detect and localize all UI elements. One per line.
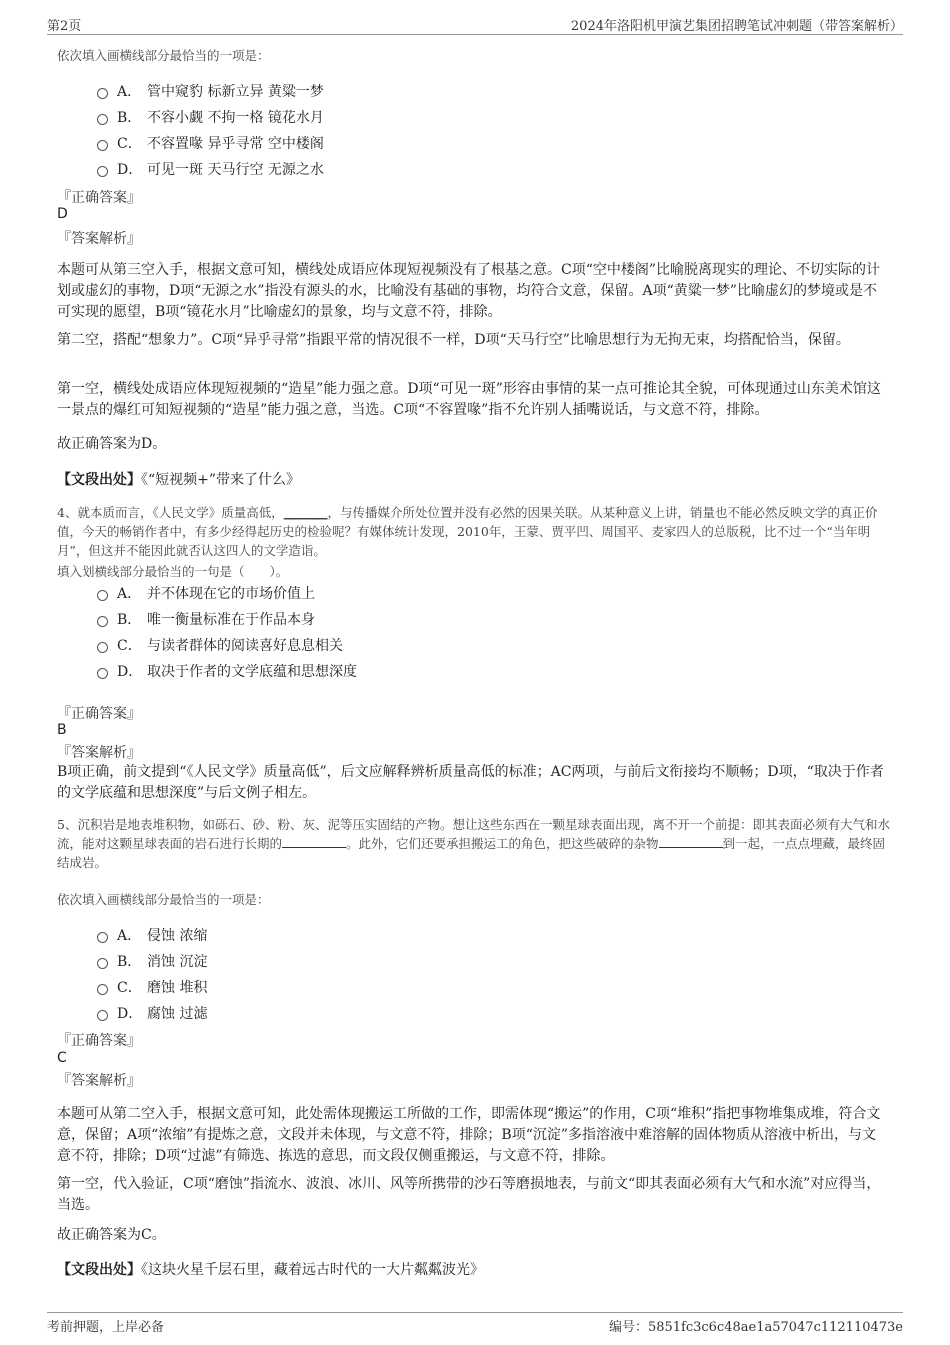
radio-icon[interactable] [97,616,108,627]
q4-answer: B [57,722,67,738]
q4-option-c[interactable]: C． 与读者群体的阅读喜好息息相关 [97,635,343,655]
q3-option-d[interactable]: D． 可见一斑 天马行空 无源之水 [97,159,324,179]
source-label: 【文段出处】 [57,1262,141,1278]
q3-answer-label: 『正确答案』 [57,190,141,206]
q5-option-d[interactable]: D． 腐蚀 过滤 [97,1003,207,1023]
q3-analysis-label: 『答案解析』 [57,231,141,247]
q3-answer: D [57,206,68,222]
q4-option-b[interactable]: B． 唯一衡量标准在于作品本身 [97,609,315,629]
q3-option-c[interactable]: C． 不容置喙 异乎寻常 空中楼阁 [97,133,324,153]
q5-source [57,1259,484,1279]
footer-slogan: 考前押题，上岸必备 [47,1320,165,1335]
document-title: 2024年洛阳机甲演艺集团招聘笔试冲刺题（带答案解析） [570,19,903,34]
q5-analysis-paragraph: 本题可从第二空入手，根据文意可知，此处需体现搬运工所做的工作，即需体现“搬运”的作用，C项“堆积”指把事物堆集成堆，符合文意，保留；A项“浓缩”有提炼之意，文段并未体现，与文意不符，排除；B项“沉淀”多指溶液中难溶解的固体物质从溶液中析出，与文意不符，排除；D项“过滤”有筛选、拣选的意思，而文段仅侧重搬运，与文意不符，排除。 [57,1106,881,1164]
q3-analysis-paragraph: 第一空，横线处成语应体现短视频的“造星”能力强之意。D项“可见一斑”形容由事情的某一点可推论其全貌，可体现通过山东美术馆这一景点的爆红可知短视频的“造星”能力强之意，当选。C项“不容置喙”指不允许别人插嘴说话，与文意不符，排除。 [57,381,881,418]
document-id: 编号：5851fc3c6c48ae1a57047c112110473e [608,1320,903,1335]
q4-analysis-label: 『答案解析』 [57,745,141,761]
q4-option-a[interactable]: A． 并不体现在它的市场价值上 [97,583,315,603]
radio-icon[interactable] [97,590,108,601]
q5-option-b[interactable]: B． 消蚀 沉淀 [97,951,207,971]
q5-answer-label: 『正确答案』 [57,1033,141,1049]
q5-option-c[interactable]: C． 磨蚀 堆积 [97,977,207,997]
page-number: 第2页 [47,19,82,34]
radio-icon[interactable] [97,1010,108,1021]
q5-blank-2 [659,835,723,848]
source-title: 《“短视频+”带来了什么》 [141,472,301,488]
page-footer [47,1312,903,1335]
radio-icon[interactable] [97,114,108,125]
q4-analysis-paragraph: B项正确，前文提到“《人民文学》质量高低”，后文应解释辨析质量高低的标准；AC两项，与前后文衔接均不顺畅；D项，“取决于作者的文学底蕴和思想深度”与后文例子相左。 [57,764,884,801]
q5-analysis-paragraph: 故正确答案为C。 [57,1227,166,1243]
source-label: 【文段出处】 [57,472,141,488]
q5-answer: C [57,1050,67,1066]
q4-answer-label: 『正确答案』 [57,706,141,722]
q5-prompt: 依次填入画横线部分最恰当的一项是： [57,892,270,907]
page-header [47,12,903,35]
source-title: 《这块火星千层石里，藏着远古时代的一大片粼粼波光》 [141,1262,484,1278]
q4-option-d[interactable]: D． 取决于作者的文学底蕴和思想深度 [97,661,357,681]
radio-icon[interactable] [97,668,108,679]
q3-source [57,469,300,489]
q5-option-a[interactable]: A． 侵蚀 浓缩 [97,925,207,945]
q3-analysis-paragraph: 第二空，搭配“想象力”。C项“异乎寻常”指跟平常的情况很不一样，D项“天马行空”比喻思想行为无拘无束，均搭配恰当，保留。 [57,332,850,348]
q3-option-a[interactable]: A． 管中窥豹 标新立异 黄粱一梦 [97,81,324,101]
q5-analysis-paragraph: 第一空，代入验证，C项“磨蚀”指流水、波浪、冰川、风等所携带的沙石等磨损地表，与前文“即其表面必须有大气和水流”对应得当，当选。 [57,1176,881,1213]
q3-prompt: 依次填入画横线部分最恰当的一项是： [57,48,270,63]
q4-stem: 4、就本质而言，《人民文学》质量高低，_______，与传播媒介所处位置并没有必然的因果关联。从某种意义上讲，销量也不能必然反映文学的真正价值，今天的畅销作者中，有多少经得起历史的检验呢？有媒体统计发现，2010年，王蒙、贾平凹、周国平、麦家四人的总版税，比不过一个“当年明月”，但这并不能因此就否认这四人的文学造诣。 [57,505,878,558]
q5-stem: 5、沉积岩是地表堆积物，如砾石、砂、粉、灰、泥等压实固结的产物。想让这些东西在一颗星球表面出现，离不开一个前提：即其表面必须有大气和水流，能对这颗星球表面的岩石进行长期的 。此外，它们还要承担搬运工的角色，把这些破碎的杂物 到一起，一点点埋藏，最终固结成岩。 [57,817,890,870]
q4-prompt: 填入划横线部分最恰当的一句是（ ）。 [57,564,289,579]
q3-analysis-paragraph: 本题可从第三空入手，根据文意可知，横线处成语应体现短视频没有了根基之意。C项“空中楼阁”比喻脱离现实的理论、不切实际的计划或虚幻的事物，D项“无源之水”指没有源头的水，比喻没有基础的事物，均符合文意，保留。A项“黄粱一梦”比喻虚幻的梦境或是不可实现的愿望，B项“镜花水月”比喻虚幻的景象，均与文意不符，排除。 [57,262,881,320]
radio-icon[interactable] [97,642,108,653]
q3-option-b[interactable]: B． 不容小觑 不拘一格 镜花水月 [97,107,324,127]
q5-analysis-label: 『答案解析』 [57,1073,141,1089]
radio-icon[interactable] [97,88,108,99]
q3-analysis-paragraph: 故正确答案为D。 [57,436,167,452]
radio-icon[interactable] [97,166,108,177]
radio-icon[interactable] [97,140,108,151]
radio-icon[interactable] [97,958,108,969]
q5-blank-1 [282,835,346,848]
radio-icon[interactable] [97,984,108,995]
radio-icon[interactable] [97,932,108,943]
q4-blank: _______ [283,505,328,520]
